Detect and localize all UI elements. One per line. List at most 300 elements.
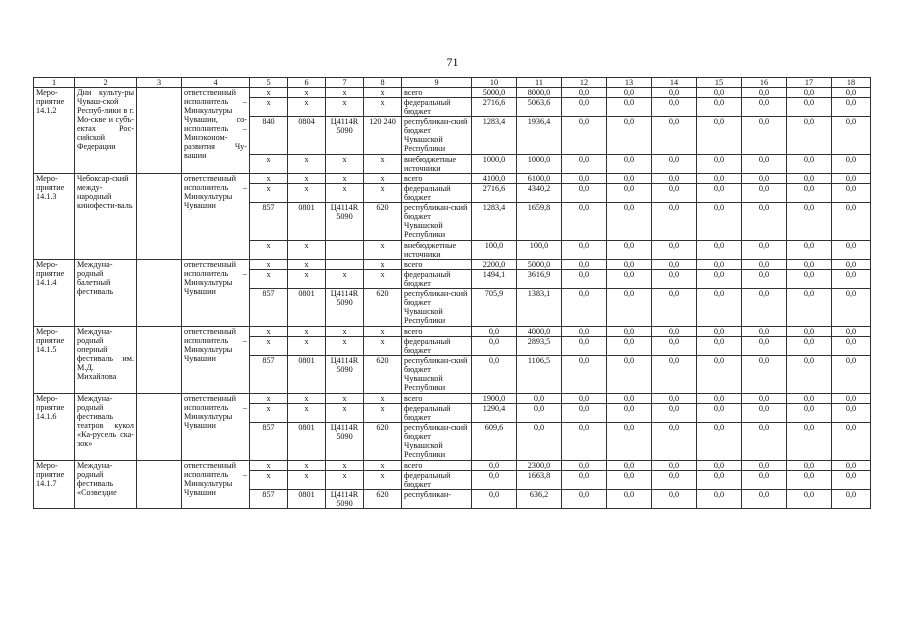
- value-col-14: 0,0: [652, 117, 697, 155]
- value-col-11: 0,0: [517, 404, 562, 423]
- grbs-code: x: [250, 270, 288, 289]
- table-row: [34, 394, 871, 404]
- empty-cell: [137, 461, 182, 509]
- value-col-13: 0,0: [607, 155, 652, 174]
- funding-source: федеральный бюджет: [402, 471, 472, 490]
- responsible-executor: ответственный исполнитель – Минкультуры Чувашии: [182, 260, 250, 327]
- value-col-17: 0,0: [787, 88, 832, 98]
- value-col-18: 0,0: [832, 241, 871, 260]
- value-col-17: 0,0: [787, 241, 832, 260]
- section-code: x: [288, 155, 326, 174]
- value-col-13: 0,0: [607, 260, 652, 270]
- value-col-11: 100,0: [517, 241, 562, 260]
- column-number: 16: [742, 78, 787, 88]
- value-col-15: 0,0: [697, 356, 742, 394]
- grbs-code: x: [250, 260, 288, 270]
- value-col-10: 1283,4: [472, 203, 517, 241]
- value-col-15: 0,0: [697, 155, 742, 174]
- funding-source: всего: [402, 260, 472, 270]
- value-col-13: 0,0: [607, 356, 652, 394]
- column-number: 11: [517, 78, 562, 88]
- value-col-15: 0,0: [697, 289, 742, 327]
- grbs-code: x: [250, 88, 288, 98]
- value-col-16: 0,0: [742, 289, 787, 327]
- section-code: x: [288, 184, 326, 203]
- value-col-11: 1000,0: [517, 155, 562, 174]
- value-col-16: 0,0: [742, 337, 787, 356]
- value-col-18: 0,0: [832, 356, 871, 394]
- funding-source: федеральный бюджет: [402, 337, 472, 356]
- value-col-17: 0,0: [787, 490, 832, 509]
- column-number: 3: [137, 78, 182, 88]
- funding-source: республикан-ский бюджет Чувашской Республики: [402, 356, 472, 394]
- column-number: 12: [562, 78, 607, 88]
- value-col-12: 0,0: [562, 423, 607, 461]
- measure-name: Междуна-родный балетный фестиваль: [75, 260, 137, 327]
- value-col-14: 0,0: [652, 203, 697, 241]
- value-col-12: 0,0: [562, 270, 607, 289]
- value-col-10: 0,0: [472, 327, 517, 337]
- expense-type-code: x: [364, 184, 402, 203]
- value-col-12: 0,0: [562, 241, 607, 260]
- expense-type-code: x: [364, 404, 402, 423]
- value-col-18: 0,0: [832, 174, 871, 184]
- value-col-16: 0,0: [742, 260, 787, 270]
- value-col-10: 2716,6: [472, 98, 517, 117]
- section-code: x: [288, 241, 326, 260]
- value-col-15: 0,0: [697, 270, 742, 289]
- table-row: [34, 327, 871, 337]
- funding-source: республикан-ский бюджет Чувашской Республики: [402, 117, 472, 155]
- measure-name: Междуна-родный фестиваль театров кукол «Ка-русель ска-зок»: [75, 394, 137, 461]
- value-col-10: 1283,4: [472, 117, 517, 155]
- measure-id: Меро-приятие 14.1.2: [34, 88, 75, 174]
- value-col-16: 0,0: [742, 117, 787, 155]
- grbs-code: x: [250, 184, 288, 203]
- value-col-12: 0,0: [562, 260, 607, 270]
- section-code: 0801: [288, 490, 326, 509]
- value-col-12: 0,0: [562, 174, 607, 184]
- value-col-13: 0,0: [607, 461, 652, 471]
- value-col-15: 0,0: [697, 337, 742, 356]
- expense-type-code: x: [364, 471, 402, 490]
- value-col-11: 0,0: [517, 423, 562, 461]
- expense-type-code: x: [364, 88, 402, 98]
- measure-id: Меро-приятие 14.1.5: [34, 327, 75, 394]
- value-col-15: 0,0: [697, 471, 742, 490]
- grbs-code: 857: [250, 356, 288, 394]
- value-col-16: 0,0: [742, 404, 787, 423]
- expense-type-code: x: [364, 98, 402, 117]
- value-col-18: 0,0: [832, 88, 871, 98]
- expense-type-code: x: [364, 270, 402, 289]
- value-col-10: 0,0: [472, 337, 517, 356]
- target-article-code: x: [326, 88, 364, 98]
- column-number: 4: [182, 78, 250, 88]
- value-col-15: 0,0: [697, 98, 742, 117]
- budget-table: [33, 77, 871, 509]
- value-col-17: 0,0: [787, 174, 832, 184]
- section-code: 0804: [288, 117, 326, 155]
- value-col-16: 0,0: [742, 203, 787, 241]
- value-col-16: 0,0: [742, 98, 787, 117]
- value-col-17: 0,0: [787, 394, 832, 404]
- value-col-12: 0,0: [562, 404, 607, 423]
- value-col-10: 1494,1: [472, 270, 517, 289]
- section-code: x: [288, 461, 326, 471]
- value-col-13: 0,0: [607, 88, 652, 98]
- value-col-12: 0,0: [562, 471, 607, 490]
- empty-cell: [137, 394, 182, 461]
- value-col-10: 0,0: [472, 471, 517, 490]
- grbs-code: x: [250, 337, 288, 356]
- value-col-12: 0,0: [562, 88, 607, 98]
- value-col-13: 0,0: [607, 289, 652, 327]
- value-col-14: 0,0: [652, 394, 697, 404]
- value-col-18: 0,0: [832, 423, 871, 461]
- value-col-18: 0,0: [832, 394, 871, 404]
- funding-source: внебюджетные источники: [402, 155, 472, 174]
- grbs-code: 857: [250, 289, 288, 327]
- table-row: [34, 174, 871, 184]
- expense-type-code: 620: [364, 423, 402, 461]
- value-col-14: 0,0: [652, 260, 697, 270]
- value-col-11: 4340,2: [517, 184, 562, 203]
- measure-id: Меро-приятие 14.1.3: [34, 174, 75, 260]
- target-article-code: Ц4114R 5090: [326, 490, 364, 509]
- empty-cell: [137, 174, 182, 260]
- value-col-17: 0,0: [787, 155, 832, 174]
- funding-source: всего: [402, 88, 472, 98]
- target-article-code: [326, 241, 364, 260]
- value-col-16: 0,0: [742, 270, 787, 289]
- value-col-14: 0,0: [652, 404, 697, 423]
- grbs-code: x: [250, 327, 288, 337]
- value-col-12: 0,0: [562, 98, 607, 117]
- value-col-10: 609,6: [472, 423, 517, 461]
- value-col-17: 0,0: [787, 289, 832, 327]
- value-col-18: 0,0: [832, 184, 871, 203]
- value-col-10: 705,9: [472, 289, 517, 327]
- value-col-15: 0,0: [697, 260, 742, 270]
- value-col-14: 0,0: [652, 490, 697, 509]
- value-col-12: 0,0: [562, 117, 607, 155]
- value-col-14: 0,0: [652, 241, 697, 260]
- value-col-17: 0,0: [787, 461, 832, 471]
- responsible-executor: ответственный исполнитель – Минкультуры Чувашии: [182, 174, 250, 260]
- value-col-16: 0,0: [742, 327, 787, 337]
- grbs-code: 857: [250, 490, 288, 509]
- measure-name: Междуна-родный оперный фестиваль им. М.Д. Михайлова: [75, 327, 137, 394]
- column-number: 1: [34, 78, 75, 88]
- value-col-16: 0,0: [742, 461, 787, 471]
- value-col-10: 1000,0: [472, 155, 517, 174]
- expense-type-code: x: [364, 337, 402, 356]
- value-col-14: 0,0: [652, 356, 697, 394]
- measure-name: Междуна-родный фестиваль «Созвездие: [75, 461, 137, 509]
- value-col-16: 0,0: [742, 184, 787, 203]
- table-row: [34, 260, 871, 270]
- value-col-11: 3616,9: [517, 270, 562, 289]
- value-col-13: 0,0: [607, 270, 652, 289]
- value-col-10: 5000,0: [472, 88, 517, 98]
- grbs-code: x: [250, 394, 288, 404]
- value-col-12: 0,0: [562, 184, 607, 203]
- value-col-18: 0,0: [832, 260, 871, 270]
- expense-type-code: x: [364, 241, 402, 260]
- value-col-13: 0,0: [607, 404, 652, 423]
- section-code: 0801: [288, 423, 326, 461]
- value-col-14: 0,0: [652, 88, 697, 98]
- value-col-17: 0,0: [787, 337, 832, 356]
- value-col-12: 0,0: [562, 155, 607, 174]
- target-article-code: x: [326, 270, 364, 289]
- funding-source: всего: [402, 327, 472, 337]
- value-col-17: 0,0: [787, 404, 832, 423]
- target-article-code: Ц4114R 5090: [326, 289, 364, 327]
- value-col-13: 0,0: [607, 184, 652, 203]
- grbs-code: x: [250, 155, 288, 174]
- column-number: 18: [832, 78, 871, 88]
- value-col-17: 0,0: [787, 98, 832, 117]
- value-col-11: 2893,5: [517, 337, 562, 356]
- value-col-17: 0,0: [787, 471, 832, 490]
- funding-source: внебюджетные источники: [402, 241, 472, 260]
- value-col-15: 0,0: [697, 117, 742, 155]
- value-col-12: 0,0: [562, 337, 607, 356]
- grbs-code: x: [250, 241, 288, 260]
- value-col-18: 0,0: [832, 404, 871, 423]
- responsible-executor: ответственный исполнитель – Минкультуры Чувашии: [182, 394, 250, 461]
- value-col-18: 0,0: [832, 289, 871, 327]
- value-col-16: 0,0: [742, 356, 787, 394]
- value-col-16: 0,0: [742, 155, 787, 174]
- value-col-13: 0,0: [607, 394, 652, 404]
- value-col-15: 0,0: [697, 490, 742, 509]
- measure-id: Меро-приятие 14.1.7: [34, 461, 75, 509]
- value-col-14: 0,0: [652, 174, 697, 184]
- value-col-10: 1290,4: [472, 404, 517, 423]
- column-number: 9: [402, 78, 472, 88]
- target-article-code: [326, 260, 364, 270]
- value-col-15: 0,0: [697, 174, 742, 184]
- column-number: 5: [250, 78, 288, 88]
- column-number: 14: [652, 78, 697, 88]
- expense-type-code: x: [364, 394, 402, 404]
- column-number: 8: [364, 78, 402, 88]
- section-code: x: [288, 327, 326, 337]
- measure-name: Чебоксар-ский между-народный кинофести-валь: [75, 174, 137, 260]
- value-col-11: 1106,5: [517, 356, 562, 394]
- value-col-12: 0,0: [562, 394, 607, 404]
- value-col-16: 0,0: [742, 174, 787, 184]
- value-col-16: 0,0: [742, 394, 787, 404]
- value-col-15: 0,0: [697, 423, 742, 461]
- value-col-10: 4100,0: [472, 174, 517, 184]
- value-col-16: 0,0: [742, 471, 787, 490]
- value-col-15: 0,0: [697, 88, 742, 98]
- target-article-code: Ц4114R 5090: [326, 423, 364, 461]
- value-col-10: 2716,6: [472, 184, 517, 203]
- responsible-executor: ответственный исполнитель – Минкультуры Чувашии: [182, 327, 250, 394]
- expense-type-code: 620: [364, 490, 402, 509]
- value-col-12: 0,0: [562, 289, 607, 327]
- section-code: x: [288, 88, 326, 98]
- value-col-16: 0,0: [742, 88, 787, 98]
- funding-source: республикан-ский бюджет Чувашской Республики: [402, 423, 472, 461]
- value-col-18: 0,0: [832, 490, 871, 509]
- grbs-code: 840: [250, 117, 288, 155]
- value-col-12: 0,0: [562, 356, 607, 394]
- measure-id: Меро-приятие 14.1.6: [34, 394, 75, 461]
- value-col-14: 0,0: [652, 270, 697, 289]
- value-col-17: 0,0: [787, 203, 832, 241]
- value-col-15: 0,0: [697, 203, 742, 241]
- value-col-14: 0,0: [652, 423, 697, 461]
- section-code: 0801: [288, 289, 326, 327]
- funding-source: федеральный бюджет: [402, 184, 472, 203]
- expense-type-code: x: [364, 327, 402, 337]
- value-col-17: 0,0: [787, 423, 832, 461]
- expense-type-code: x: [364, 260, 402, 270]
- value-col-18: 0,0: [832, 270, 871, 289]
- value-col-14: 0,0: [652, 471, 697, 490]
- column-number: 7: [326, 78, 364, 88]
- target-article-code: Ц4114R 5090: [326, 117, 364, 155]
- value-col-16: 0,0: [742, 423, 787, 461]
- value-col-10: 2200,0: [472, 260, 517, 270]
- target-article-code: x: [326, 337, 364, 356]
- table-row: [34, 461, 871, 471]
- value-col-12: 0,0: [562, 327, 607, 337]
- section-code: x: [288, 337, 326, 356]
- value-col-11: 636,2: [517, 490, 562, 509]
- section-code: 0801: [288, 203, 326, 241]
- column-number-row: [34, 78, 871, 88]
- value-col-14: 0,0: [652, 155, 697, 174]
- funding-source: федеральный бюджет: [402, 270, 472, 289]
- value-col-18: 0,0: [832, 471, 871, 490]
- column-number: 15: [697, 78, 742, 88]
- expense-type-code: 620: [364, 356, 402, 394]
- value-col-13: 0,0: [607, 117, 652, 155]
- responsible-executor: ответственный исполнитель – Минкультуры Чувашии, со-исполнитель – Минэконом-развития Чу-вашии: [182, 88, 250, 174]
- value-col-11: 1659,8: [517, 203, 562, 241]
- funding-source: всего: [402, 174, 472, 184]
- target-article-code: x: [326, 404, 364, 423]
- value-col-18: 0,0: [832, 155, 871, 174]
- value-col-11: 0,0: [517, 394, 562, 404]
- column-number: 10: [472, 78, 517, 88]
- value-col-15: 0,0: [697, 461, 742, 471]
- target-article-code: Ц4114R 5090: [326, 356, 364, 394]
- value-col-18: 0,0: [832, 98, 871, 117]
- value-col-15: 0,0: [697, 404, 742, 423]
- target-article-code: x: [326, 174, 364, 184]
- column-number: 6: [288, 78, 326, 88]
- table-row: [34, 88, 871, 98]
- value-col-17: 0,0: [787, 356, 832, 394]
- value-col-11: 1663,8: [517, 471, 562, 490]
- value-col-13: 0,0: [607, 98, 652, 117]
- expense-type-code: x: [364, 461, 402, 471]
- expense-type-code: 620: [364, 289, 402, 327]
- grbs-code: x: [250, 98, 288, 117]
- value-col-14: 0,0: [652, 461, 697, 471]
- value-col-11: 1383,1: [517, 289, 562, 327]
- value-col-13: 0,0: [607, 327, 652, 337]
- expense-type-code: x: [364, 174, 402, 184]
- value-col-14: 0,0: [652, 184, 697, 203]
- value-col-11: 5063,6: [517, 98, 562, 117]
- grbs-code: x: [250, 174, 288, 184]
- value-col-14: 0,0: [652, 289, 697, 327]
- target-article-code: x: [326, 98, 364, 117]
- value-col-18: 0,0: [832, 337, 871, 356]
- responsible-executor: ответственный исполнитель – Минкультуры Чувашии: [182, 461, 250, 509]
- column-number: 17: [787, 78, 832, 88]
- measure-name: Дни культу-ры Чуваш-ской Респуб-лики в г. Мо-скве и субъ-ектах Рос-сийской Федерации: [75, 88, 137, 174]
- value-col-13: 0,0: [607, 423, 652, 461]
- section-code: x: [288, 270, 326, 289]
- value-col-13: 0,0: [607, 490, 652, 509]
- section-code: x: [288, 394, 326, 404]
- table-body: [34, 78, 871, 509]
- funding-source: всего: [402, 461, 472, 471]
- target-article-code: Ц4114R 5090: [326, 203, 364, 241]
- funding-source: республикан-ский бюджет Чувашской Республики: [402, 289, 472, 327]
- empty-cell: [137, 327, 182, 394]
- value-col-16: 0,0: [742, 241, 787, 260]
- value-col-17: 0,0: [787, 260, 832, 270]
- section-code: x: [288, 98, 326, 117]
- section-code: x: [288, 174, 326, 184]
- funding-source: федеральный бюджет: [402, 98, 472, 117]
- value-col-12: 0,0: [562, 461, 607, 471]
- value-col-11: 1936,4: [517, 117, 562, 155]
- section-code: x: [288, 260, 326, 270]
- value-col-18: 0,0: [832, 117, 871, 155]
- value-col-15: 0,0: [697, 394, 742, 404]
- value-col-13: 0,0: [607, 174, 652, 184]
- value-col-15: 0,0: [697, 184, 742, 203]
- value-col-14: 0,0: [652, 337, 697, 356]
- value-col-17: 0,0: [787, 117, 832, 155]
- target-article-code: x: [326, 471, 364, 490]
- value-col-11: 8000,0: [517, 88, 562, 98]
- value-col-10: 0,0: [472, 490, 517, 509]
- funding-source: республикан-ский бюджет Чувашской Республики: [402, 203, 472, 241]
- funding-source: федеральный бюджет: [402, 404, 472, 423]
- value-col-14: 0,0: [652, 98, 697, 117]
- value-col-11: 4000,0: [517, 327, 562, 337]
- value-col-13: 0,0: [607, 337, 652, 356]
- funding-source: всего: [402, 394, 472, 404]
- grbs-code: x: [250, 471, 288, 490]
- empty-cell: [137, 260, 182, 327]
- target-article-code: x: [326, 461, 364, 471]
- expense-type-code: x: [364, 155, 402, 174]
- value-col-12: 0,0: [562, 490, 607, 509]
- column-number: 13: [607, 78, 652, 88]
- grbs-code: 857: [250, 423, 288, 461]
- grbs-code: x: [250, 461, 288, 471]
- grbs-code: 857: [250, 203, 288, 241]
- value-col-10: 0,0: [472, 461, 517, 471]
- grbs-code: x: [250, 404, 288, 423]
- value-col-18: 0,0: [832, 327, 871, 337]
- value-col-15: 0,0: [697, 327, 742, 337]
